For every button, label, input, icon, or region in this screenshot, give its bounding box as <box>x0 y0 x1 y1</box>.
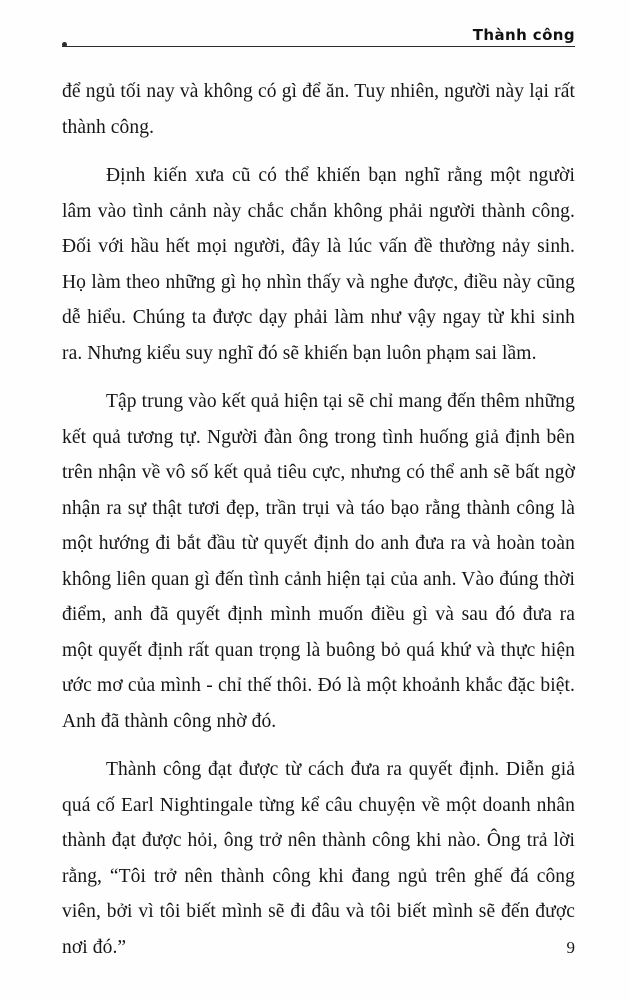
paragraph-3: Tập trung vào kết quả hiện tại sẽ chỉ mang đến thêm những kết quả tương tự. Người đàn ông trong tình huống giả định bên trên nhận về vô số kết quả tiêu cực, nhưng có thể anh sẽ bất ngờ nhận ra sự thật tươi đẹp, trần trụi và táo bạo rằng thành công là một hướng đi bắt đầu từ quyết định do anh đưa ra và hoàn toàn không liên quan gì đến tình cảnh hiện tại của anh. Vào đúng thời điểm, anh đã quyết định mình muốn điều gì và sau đó đưa ra một quyết định rất quan trọng là buông bỏ quá khứ và thực hiện ước mơ của mình - chỉ thế thôi. Đó là một khoảnh khắc đặc biệt. Anh đã thành công nhờ đó. <box>62 391 575 732</box>
page-number: 9 <box>566 938 575 957</box>
paragraph-2: Định kiến xưa cũ có thể khiến bạn nghĩ rằng một người lâm vào tình cảnh này chắc chắn không phải người thành công. Đối với hầu hết mọi người, đây là lúc vấn đề thường nảy sinh. Họ làm theo những gì họ nhìn thấy và nghe được, điều này cũng dễ hiểu. Chúng ta được dạy phải làm như vậy ngay từ khi sinh ra. Nhưng kiểu suy nghĩ đó sẽ khiến bạn luôn phạm sai lầm. <box>62 165 575 364</box>
paragraph-1: để ngủ tối nay và không có gì để ăn. Tuy nhiên, người này lại rất thành công. <box>62 81 575 138</box>
page-header <box>62 26 575 56</box>
paragraph-4: Thành công đạt được từ cách đưa ra quyết định. Diễn giả quá cố Earl Nightingale từng kể câu chuyện về một doanh nhân thành đạt được hỏi, ông trở nên thành công khi nào. Ông trả lời rằng, “Tôi trở nên thành công khi đang ngủ trên ghế đá công viên, bởi vì tôi biết mình sẽ đi đâu và tôi biết mình sẽ đến được nơi đó.” <box>62 759 575 958</box>
header-divider <box>62 46 575 47</box>
page-body <box>62 74 575 965</box>
running-head-title: Thành công <box>472 26 575 44</box>
